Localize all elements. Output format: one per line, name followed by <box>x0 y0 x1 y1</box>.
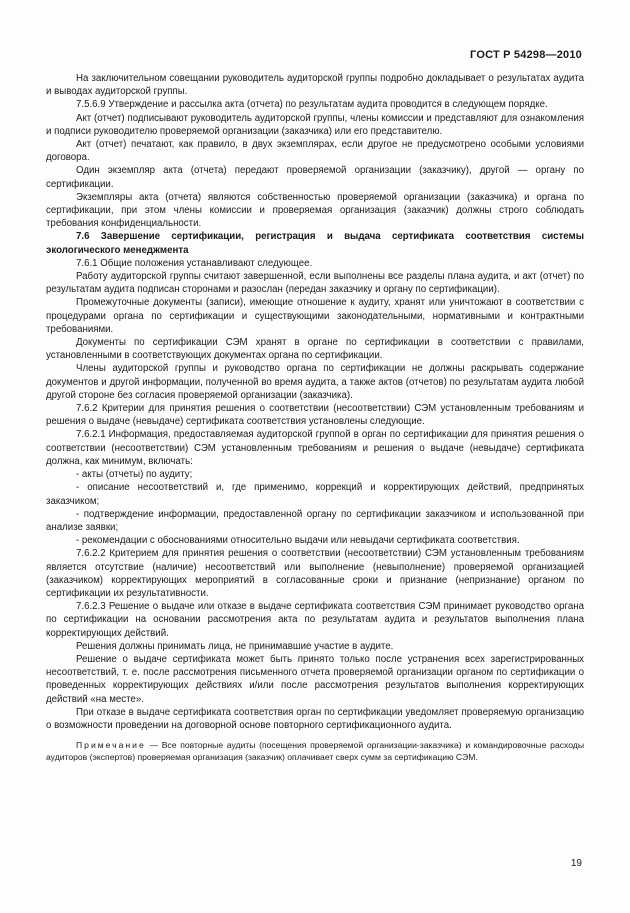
paragraph: Акт (отчет) печатают, как правило, в двух экземплярах, если другое не предусмотрено особыми условиями договора. <box>46 139 584 164</box>
paragraph: Документы по сертификации СЭМ хранят в органе по сертификации в соответствии с правилами, установленными в соответствующих документах органа по сертификации. <box>46 337 584 362</box>
page-number: 19 <box>570 858 582 869</box>
section-heading: 7.6 Завершение сертификации, регистрация и выдача сертификата соответствия системы экологического менеджмента <box>46 231 584 256</box>
note-prefix: Примечание <box>76 740 146 751</box>
paragraph: Работу аудиторской группы считают завершенной, если выполнены все разделы плана аудита, и акт (отчет) по результатам аудита подписан сторонами и разослан (передан заказчику и органу по сертификации). <box>46 271 584 296</box>
note <box>46 740 584 764</box>
paragraph: Решения должны принимать лица, не принимавшие участие в аудите. <box>76 640 394 652</box>
list-item: - описание несоответствий и, где применимо, коррекций и корректирующих действий, предпринятых заказчиком; <box>46 482 584 507</box>
paragraph: 7.5.6.9 Утверждение и рассылка акта (отчета) по результатам аудита проводится в следующем порядке. <box>76 99 548 111</box>
paragraph: При отказе в выдаче сертификата соответствия орган по сертификации уведомляет проверяемую организацию о возможности проведении на договорной основе повторного сертификационного аудита. <box>46 706 584 731</box>
list-item: - акты (отчеты) по аудиту; <box>76 469 193 481</box>
paragraph: 7.6.2.1 Информация, предоставляемая аудиторской группой в орган по сертификации для принятия решения о соответствии (несоответствии) СЭМ установленным требованиям и решения о выдаче (невыдаче) сертификата должна, как минимум, включать: <box>46 429 584 467</box>
list-item: - рекомендации с обоснованиями относительно выдачи или невыдачи сертификата соответствия. <box>76 535 520 547</box>
note-text: — Все повторные аудиты (посещения проверяемой организации-заказчика) и командировочные расходы аудиторов (экспертов) проверяемая организация (заказчик) оплачивает сверх сумм за сертификацию СЭМ. <box>46 740 584 762</box>
document-body <box>46 72 584 764</box>
paragraph: Экземпляры акта (отчета) являются собственностью проверяемой организации (заказчика) и органа по сертификации, при этом члены комиссии и проверяемая организация (заказчик) должны строго соблюдать требования конфиденциальности. <box>46 191 584 230</box>
paragraph: 7.6.2 Критерии для принятия решения о соответствии (несоответствии) СЭМ установленным требованиям и решения о выдаче (невыдаче) сертификата соответствия установлены следующие. <box>46 403 584 428</box>
list-item: - подтверждение информации, предоставленной органу по сертификации заказчиком и использованной при анализе заявки; <box>46 508 584 533</box>
paragraph: Акт (отчет) подписывают руководитель аудиторской группы, члены комиссии и представляют для ознакомления и подписи руководителю проверяемой организации (заказчика) или его представителю. <box>46 112 584 137</box>
paragraph: Один экземпляр акта (отчета) передают проверяемой организации (заказчику), другой — органу по сертификации. <box>46 165 584 190</box>
standard-header: ГОСТ Р 54298—2010 <box>470 49 582 61</box>
paragraph: Решение о выдаче сертификата может быть принято только после устранения всех зарегистрированных несоответствий, т. е. после рассмотрения письменного отчета проверяемой организации органом по сертификации о проведенных корректирующих действиях и/или после рассмотрения результатов выполнения корректирующих действий «на месте». <box>46 653 584 705</box>
paragraph: Члены аудиторской группы и руководство органа по сертификации не должны раскрывать содержание документов и другой информации, полученной во время аудита, а также актов (отчетов) по результатам аудита любой другой стороне без согласия проверяемой организации (заказчика). <box>46 363 584 401</box>
paragraph: 7.6.1 Общие положения устанавливают следующее. <box>76 257 313 269</box>
paragraph: Промежуточные документы (записи), имеющие отношение к аудиту, хранят или уничтожают в соответствии с процедурами органа по сертификации и существующими законодательными, нормативными и контрактными требованиями. <box>46 297 584 335</box>
paragraph: 7.6.2.2 Критерием для принятия решения о соответствии (несоответствии) СЭМ установленным требованиям является отсутствие (наличие) несоответствий или выполнение (невыполнение) проверяемой организацией (заказчиком) корректирующих мероприятий в согласованные сроки и признание (непризнание) органом по сертификации их результативности. <box>46 548 584 599</box>
paragraph: На заключительном совещании руководитель аудиторской группы подробно докладывает о результатах аудита и выводах аудиторской группы. <box>46 73 584 98</box>
paragraph: 7.6.2.3 Решение о выдаче или отказе в выдаче сертификата соответствия СЭМ принимает руководство органа по сертификации на основании рассмотрения акта по результатам аудита и результатов выполнения плана корректирующих действий. <box>46 601 584 639</box>
